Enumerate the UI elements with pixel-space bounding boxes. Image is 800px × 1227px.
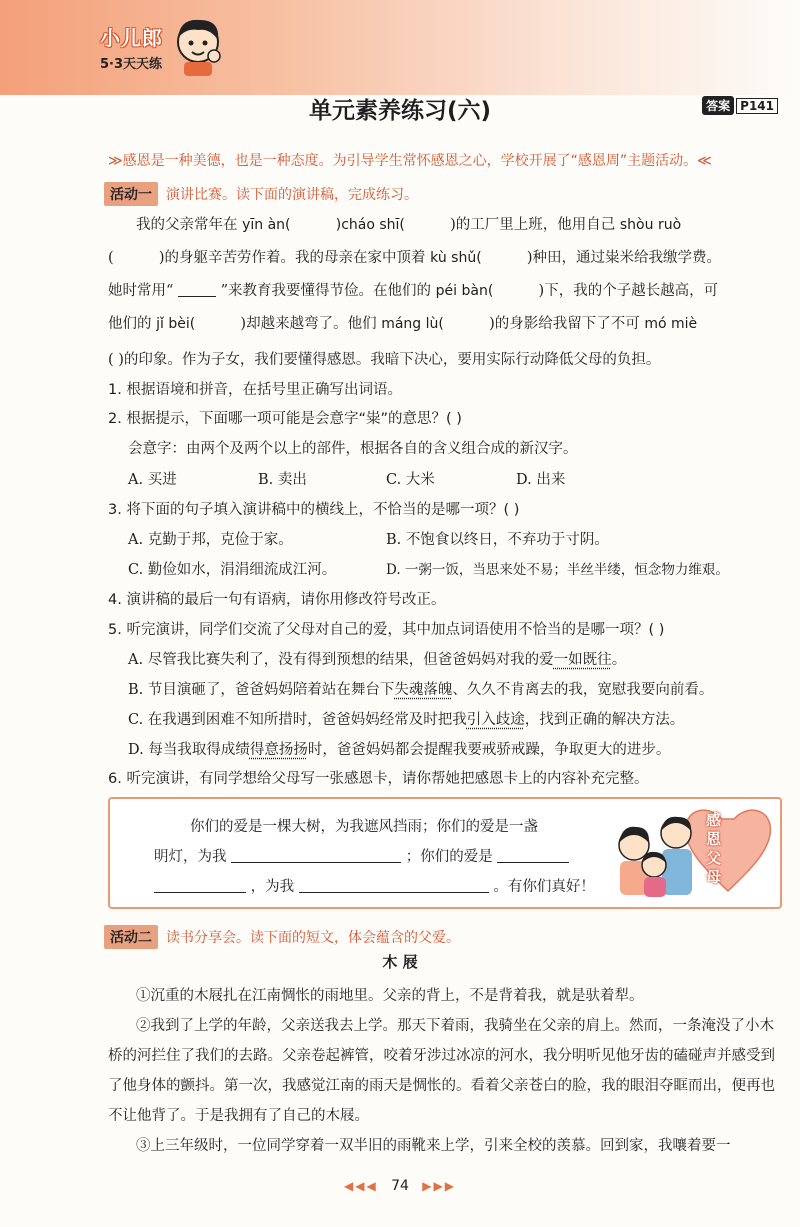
question-2: 2. 根据提示，下面哪一项可能是会意字“粜”的意思？( )	[108, 411, 462, 427]
answer-page: P141	[736, 98, 778, 114]
option-text: ，找到正确的解决方法。	[524, 712, 685, 728]
page-number: 74	[391, 1178, 409, 1194]
story-title: 木 屐	[382, 953, 418, 971]
fill-line[interactable]	[178, 296, 216, 297]
question-2-hint: 会意字：由两个及两个以上的部件，根据各自的含义组合成的新汉字。	[128, 441, 578, 457]
card-line-3	[154, 875, 595, 896]
speech-line-5: ( )的印象。作为子女，我们要懂得感恩。我暗下决心，要用实际行动降低父母的负担。	[108, 352, 661, 368]
option-text: C. 在我遇到困难不知所措时，爸爸妈妈经常及时把我	[128, 712, 467, 728]
brand-logo	[100, 22, 163, 72]
card-text: 。有你们真好！	[493, 879, 595, 895]
question-5: 5. 听完演讲，同学们交流了父母对自己的爱，其中加点词语使用不恰当的是哪一项？( )	[108, 622, 665, 638]
speech-line-4	[108, 312, 697, 333]
pinyin-prompt: péi bàn(	[435, 283, 494, 299]
story-paragraph-1: ①沉重的木屐扎在江南惆怅的雨地里。父亲的背上，不是背着我，就是驮着犁。	[136, 988, 644, 1004]
q2-option-b[interactable]: B. 卖出	[258, 472, 307, 488]
prev-arrows-icon: ◀◀◀	[344, 1179, 378, 1193]
pinyin-prompt: )cháo shī(	[335, 217, 405, 233]
card-blank-4[interactable]	[299, 892, 489, 893]
q3-option-c[interactable]: C. 勤俭如水，涓涓细流成江河。	[128, 562, 337, 578]
q2-option-d[interactable]: D. 出来	[516, 472, 566, 488]
q2-option-a[interactable]: A. 买进	[128, 472, 177, 488]
speech-text: 她时常用“	[108, 283, 174, 299]
story-paragraph-2: ②我到了上学的年龄，父亲送我去上学。那天下着雨，我骑坐在父亲的肩上。然而，一条淹没了小木桥的河拦住了我们的去路。父亲卷起裤管，咬着牙涉过冰凉的河水，我分明听见他牙齿的磕碰声并感受到了他身体的颤抖。第一次，我感觉江南的雨天是惆怅的。看着父亲苍白的脸，我的眼泪夺眶而出，便再也不让他背了。于是我拥有了自己的木屐。	[108, 1018, 775, 1124]
q3-option-b[interactable]: B. 不饱食以终日，不弃功于寸阴。	[386, 532, 609, 548]
pinyin-prompt: jǐ bèi(	[156, 316, 196, 332]
activity-two-tag: 活动二	[104, 925, 158, 949]
q2-option-c[interactable]: C. 大米	[386, 472, 435, 488]
answer-reference[interactable]	[702, 96, 778, 115]
story-paragraph-3: ③上三年级时，一位同学穿着一双半旧的雨靴来上学，引来全校的羡慕。回到家，我嚷着要一	[136, 1138, 731, 1154]
activity-one-desc: 演讲比赛。读下面的演讲稿，完成练习。	[166, 187, 418, 203]
speech-line-2	[108, 246, 721, 267]
q5-option-d[interactable]	[128, 738, 670, 759]
gratitude-card	[108, 797, 782, 909]
dotted-word: 引入歧途	[466, 712, 525, 728]
card-text: ；你们的爱是	[405, 849, 493, 865]
mascot-boy-icon	[170, 12, 226, 78]
speech-text: )的身影给我留下了不可	[489, 316, 640, 332]
speech-line-1	[136, 213, 681, 234]
option-text: 时，爸爸妈妈都会提醒我要戒骄戒躁，争取更大的进步。	[307, 742, 671, 758]
speech-text: )下，我的个子越长越高，可	[538, 283, 719, 299]
option-text: 。	[611, 652, 627, 668]
pinyin-prompt: yīn àn(	[242, 217, 291, 233]
question-3: 3. 将下面的句子填入演讲稿中的横线上，不恰当的是哪一项？( )	[108, 502, 520, 518]
card-blank-2[interactable]	[497, 862, 569, 863]
family-illustration-icon	[612, 805, 772, 901]
option-text: 、久久不肯离去的我，宽慰我要向前看。	[452, 682, 714, 698]
pinyin-prompt: shòu ruò	[619, 217, 682, 233]
option-text: B. 节目演砸了，爸爸妈妈陪着站在舞台下	[128, 682, 395, 698]
speech-text: )的身躯辛苦劳作着。我的母亲在家中顶着	[158, 250, 426, 266]
activity-one-tag: 活动一	[104, 182, 158, 206]
speech-text: )种田，通过粜米给我缴学费。	[526, 250, 722, 266]
page-title: 单元素养练习(六)	[308, 98, 492, 124]
brand-name: 小儿郎	[100, 26, 163, 50]
speech-text: 我的父亲常年在	[136, 217, 238, 233]
pinyin-prompt: kù shǔ(	[430, 250, 482, 266]
speech-line-3	[108, 279, 718, 300]
card-line-1: 你们的爱是一棵大树，为我遮风挡雨；你们的爱是一盏	[190, 819, 538, 835]
card-text: ，为我	[250, 879, 295, 895]
activity-one-header	[104, 182, 418, 206]
q5-option-c[interactable]	[128, 708, 684, 729]
q3-option-d[interactable]: D. 一粥一饭，当思来处不易；半丝半缕，恒念物力维艰。	[386, 562, 729, 578]
speech-text: ”来教育我要懂得节俭。在他们的	[220, 283, 432, 299]
speech-text: )的工厂里上班，他用自己	[450, 217, 616, 233]
q5-option-a[interactable]	[128, 648, 626, 669]
activity-two-header	[104, 925, 460, 949]
option-text: D. 每当我取得成绩	[128, 742, 250, 758]
option-text: A. 尽管我比赛失利了，没有得到预想的结果，但爸爸妈妈对我的爱	[128, 652, 554, 668]
next-arrows-icon: ▶▶▶	[422, 1179, 456, 1193]
question-1: 1. 根据语境和拼音，在括号里正确写出词语。	[108, 382, 402, 398]
speech-text: 他们的	[108, 316, 152, 332]
speech-text: )却越来越弯了。他们	[240, 316, 377, 332]
card-line-2	[154, 845, 569, 866]
activity-two-desc: 读书分享会。读下面的短文，体会蕴含的父爱。	[166, 930, 460, 946]
dotted-word: 得意扬扬	[249, 742, 308, 758]
card-blank-1[interactable]	[231, 862, 401, 863]
card-text: 明灯，为我	[154, 849, 227, 865]
q5-option-b[interactable]	[128, 678, 713, 699]
pinyin-prompt: máng lù(	[381, 316, 444, 332]
intro-text: ≫感恩是一种美德，也是一种态度。为引导学生常怀感恩之心，学校开展了“感恩周”主题活动。≪	[108, 153, 712, 169]
dotted-word: 一如既往	[553, 652, 612, 668]
card-badge: 感恩父母	[706, 811, 722, 886]
page-footer	[0, 1178, 800, 1194]
question-6: 6. 听完演讲，有同学想给父母写一张感恩卡，请你帮她把感恩卡上的内容补充完整。	[108, 771, 649, 787]
answer-label: 答案	[702, 96, 734, 115]
pinyin-prompt: mó miè	[644, 316, 698, 332]
q3-option-a[interactable]: A. 克勤于邦，克俭于家。	[128, 532, 293, 548]
speech-text: (	[108, 250, 114, 266]
dotted-word: 失魂落魄	[394, 682, 453, 698]
card-blank-3[interactable]	[154, 892, 246, 893]
question-4: 4. 演讲稿的最后一句有语病，请你用修改符号改正。	[108, 592, 446, 608]
brand-series: 5·3天天练	[100, 57, 163, 72]
